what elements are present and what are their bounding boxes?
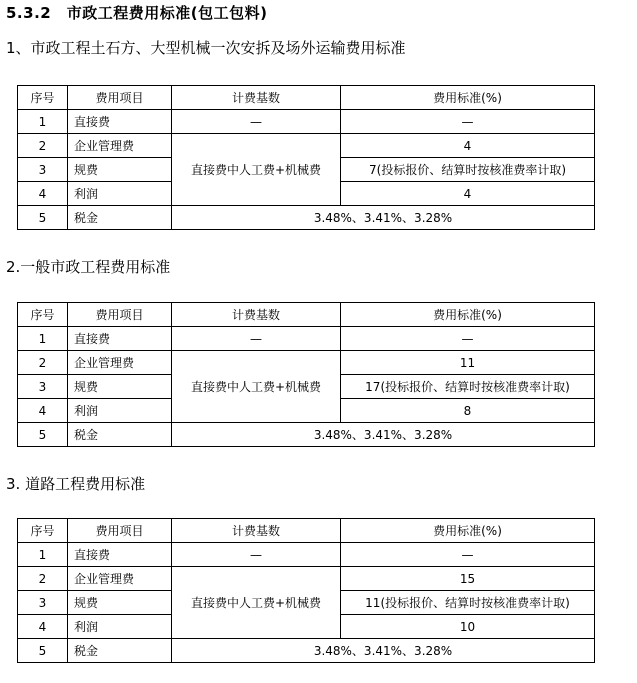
cell-no: 2 <box>18 351 68 375</box>
table-row <box>18 327 595 351</box>
fee-table-3 <box>17 518 595 663</box>
cell-no: 4 <box>18 399 68 423</box>
cell-no: 3 <box>18 375 68 399</box>
col-header-no: 序号 <box>18 519 68 543</box>
cell-base: — <box>172 110 341 134</box>
section-1-heading: 1、市政工程土石方、大型机械一次安拆及场外运输费用标准 <box>6 39 406 57</box>
cell-tax-rate: 3.48%、3.41%、3.28% <box>172 639 595 663</box>
table-row <box>18 206 595 230</box>
cell-no: 5 <box>18 423 68 447</box>
cell-rate: — <box>341 543 595 567</box>
col-header-item: 费用项目 <box>68 303 172 327</box>
cell-item: 利润 <box>68 182 172 206</box>
cell-item: 企业管理费 <box>68 567 172 591</box>
table-row <box>18 639 595 663</box>
table-row <box>18 134 595 158</box>
col-header-no: 序号 <box>18 86 68 110</box>
cell-item: 规费 <box>68 158 172 182</box>
table-header-row <box>18 303 595 327</box>
cell-base: — <box>172 543 341 567</box>
cell-rate: 10 <box>341 615 595 639</box>
cell-base-merged: 直接费中人工费+机械费 <box>172 351 341 423</box>
section-2-heading: 2.一般市政工程费用标准 <box>6 258 171 276</box>
fee-table-1 <box>17 85 595 230</box>
cell-no: 4 <box>18 615 68 639</box>
col-header-item: 费用项目 <box>68 519 172 543</box>
cell-no: 2 <box>18 134 68 158</box>
cell-rate: 7(投标报价、结算时按核准费率计取) <box>341 158 595 182</box>
cell-item: 企业管理费 <box>68 351 172 375</box>
cell-no: 1 <box>18 543 68 567</box>
cell-rate: 4 <box>341 182 595 206</box>
table-header-row <box>18 86 595 110</box>
section-3-heading: 3. 道路工程费用标准 <box>6 475 146 493</box>
cell-no: 1 <box>18 110 68 134</box>
col-header-rate: 费用标准(%) <box>341 86 595 110</box>
col-header-rate: 费用标准(%) <box>341 303 595 327</box>
col-header-base: 计费基数 <box>172 519 341 543</box>
cell-tax-rate: 3.48%、3.41%、3.28% <box>172 206 595 230</box>
cell-no: 3 <box>18 158 68 182</box>
cell-rate: — <box>341 327 595 351</box>
fee-table-2 <box>17 302 595 447</box>
cell-item: 利润 <box>68 615 172 639</box>
cell-rate: — <box>341 110 595 134</box>
cell-rate: 11 <box>341 351 595 375</box>
cell-rate: 4 <box>341 134 595 158</box>
table-header-row <box>18 519 595 543</box>
col-header-item: 费用项目 <box>68 86 172 110</box>
cell-rate: 8 <box>341 399 595 423</box>
cell-no: 1 <box>18 327 68 351</box>
table-row <box>18 423 595 447</box>
cell-item: 税金 <box>68 639 172 663</box>
cell-item: 税金 <box>68 423 172 447</box>
cell-tax-rate: 3.48%、3.41%、3.28% <box>172 423 595 447</box>
cell-item: 直接费 <box>68 327 172 351</box>
cell-rate: 11(投标报价、结算时按核准费率计取) <box>341 591 595 615</box>
cell-base-merged: 直接费中人工费+机械费 <box>172 567 341 639</box>
cell-item: 规费 <box>68 375 172 399</box>
cell-no: 3 <box>18 591 68 615</box>
cell-no: 4 <box>18 182 68 206</box>
cell-item: 利润 <box>68 399 172 423</box>
cell-rate: 17(投标报价、结算时按核准费率计取) <box>341 375 595 399</box>
table-row <box>18 567 595 591</box>
col-header-rate: 费用标准(%) <box>341 519 595 543</box>
col-header-no: 序号 <box>18 303 68 327</box>
cell-item: 税金 <box>68 206 172 230</box>
cell-no: 5 <box>18 206 68 230</box>
cell-no: 5 <box>18 639 68 663</box>
table-row <box>18 110 595 134</box>
cell-item: 直接费 <box>68 110 172 134</box>
table-row <box>18 543 595 567</box>
cell-no: 2 <box>18 567 68 591</box>
col-header-base: 计费基数 <box>172 303 341 327</box>
cell-item: 直接费 <box>68 543 172 567</box>
cell-item: 企业管理费 <box>68 134 172 158</box>
section-title: 5.3.2 市政工程费用标准(包工包料) <box>6 4 268 22</box>
table-row <box>18 351 595 375</box>
cell-base-merged: 直接费中人工费+机械费 <box>172 134 341 206</box>
col-header-base: 计费基数 <box>172 86 341 110</box>
cell-rate: 15 <box>341 567 595 591</box>
cell-item: 规费 <box>68 591 172 615</box>
cell-base: — <box>172 327 341 351</box>
